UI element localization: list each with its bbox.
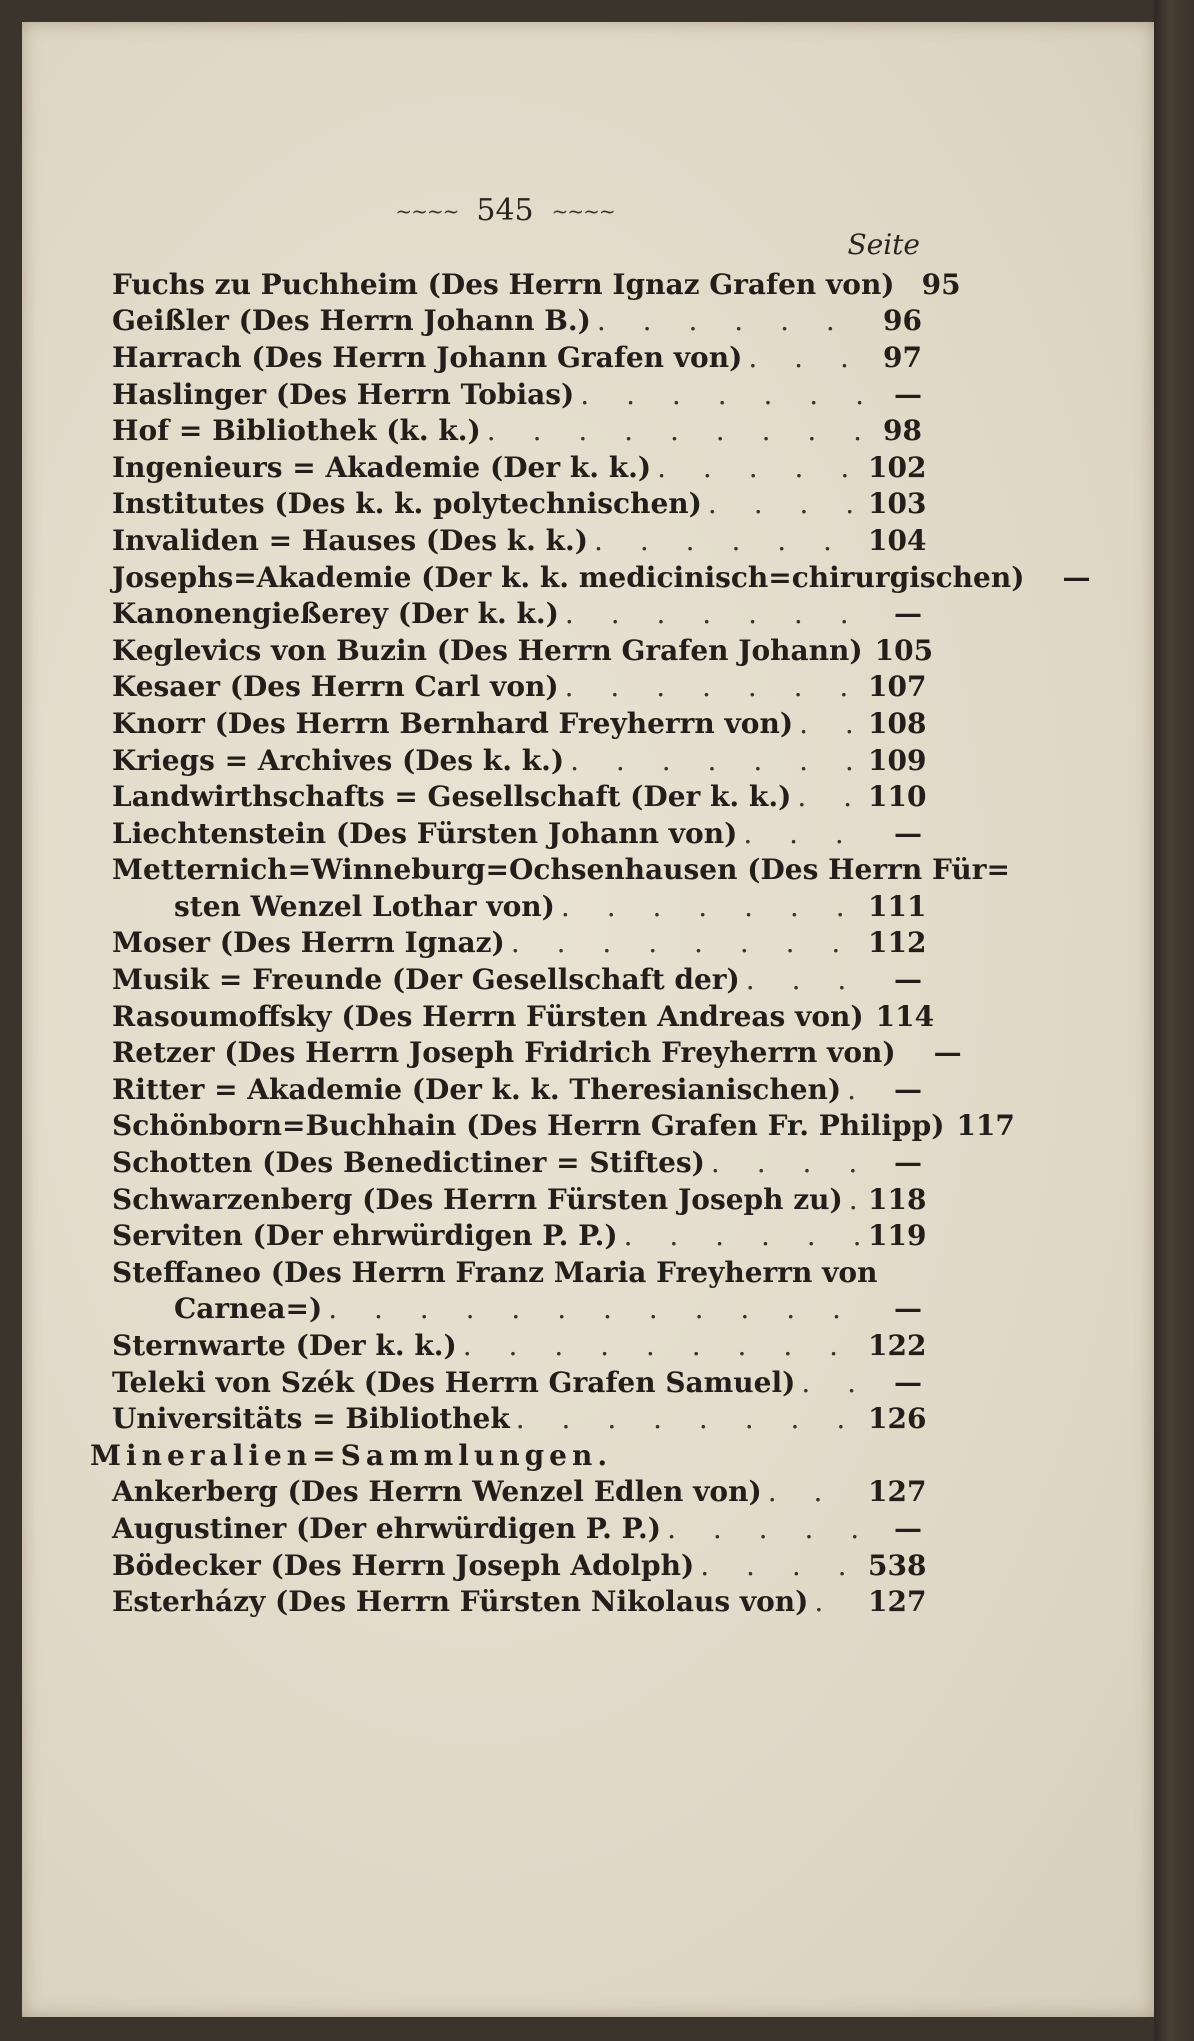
entry-name: Institutes (Des k. k. polytechnischen) [112,487,702,521]
section-heading-text: Mineralien=Sammlungen. [90,1438,613,1472]
entry-page: 127 [868,1475,927,1509]
entry-page: — [894,1072,922,1106]
entry-name: Hof = Bibliothek (k. k.) [112,414,481,448]
entry-page: — [894,1365,922,1399]
index-entry [112,1583,927,1620]
leader-dots [748,341,862,374]
leader-dots [849,1183,862,1216]
index-entry [112,669,927,706]
entry-name: Carnea=) [174,1292,323,1326]
entry-page: 114 [875,999,935,1033]
entry-name: Liechtenstein (Des Fürsten Johann von) [112,816,738,850]
leader-dots [746,963,862,996]
entry-page: 118 [868,1182,927,1216]
entry-page: 103 [868,487,927,521]
entry-name: Harrach (Des Herrn Johann Grafen von) [112,340,743,374]
entry-name: Haslinger (Des Herrn Tobias) [112,377,575,411]
index-entry [112,1400,927,1437]
leader-dots [487,414,862,447]
entry-name: Rasoumoffsky (Des Herrn Fürsten Andreas von) [112,999,864,1033]
entry-page: 97 [883,340,922,374]
index-entry [112,925,927,962]
leader-dots [580,378,862,411]
page-header [375,193,635,228]
entry-page: 122 [868,1329,927,1363]
entry-name: Ingenieurs = Akademie (Der k. k.) [112,450,652,484]
entry-page: 109 [868,743,927,777]
entry-name: Sternwarte (Der k. k.) [112,1329,457,1363]
entry-page: — [933,1036,962,1070]
entry-name: Musik = Freunde (Der Gesellschaft der) [112,963,740,997]
index-entry [112,522,927,559]
entry-page: 104 [868,523,927,557]
index-entry [112,1144,922,1181]
leader-dots [624,1219,862,1252]
entry-name: Metternich=Winneburg=Ochsenhausen (Des Herrn Für= [112,853,1010,887]
entry-page: 112 [868,926,927,960]
leader-dots [328,1292,862,1325]
entry-page: 95 [921,267,961,301]
index-entry [112,742,927,779]
entry-page: 98 [883,414,922,448]
index-entry [112,339,922,376]
entry-page: 111 [868,889,927,923]
entry-page: — [894,963,922,997]
entry-page: 119 [868,1219,927,1253]
ornament-left: ~~~~ [395,198,459,223]
ornament-right: ~~~~ [551,198,615,223]
leader-dots [511,926,862,959]
leader-dots [570,744,862,777]
leader-dots [743,817,862,850]
entry-page: — [894,377,922,411]
index-entry [112,1181,927,1218]
book-page-edge [1154,0,1194,2041]
index-entry [112,1474,927,1511]
entry-page: 110 [868,780,927,814]
index-entry [112,1217,927,1254]
entry-name: Moser (Des Herrn Ignaz) [112,926,505,960]
entry-name: Ankerberg (Des Herrn Wenzel Edlen von) [112,1475,762,1509]
leader-dots [667,1512,862,1545]
entry-page: — [894,816,922,850]
index-entry [112,705,927,742]
leader-dots [561,890,862,923]
entry-name: Steffaneo (Des Herrn Franz Maria Freyherrn von [112,1255,878,1289]
index-entry [112,1327,927,1364]
entry-name: sten Wenzel Lothar von) [174,889,555,923]
index-entry [112,412,922,449]
entry-name: Schwarzenberg (Des Herrn Fürsten Joseph zu) [112,1182,843,1216]
entry-page: 126 [868,1402,927,1436]
index-entry-continuation [112,888,927,925]
entry-page: 117 [956,1109,1015,1143]
leader-dots [700,1549,862,1582]
entry-name: Ritter = Akademie (Der k. k. Theresianischen) [112,1072,842,1106]
entry-page: 127 [868,1585,927,1619]
entry-name: Serviten (Der ehrwürdigen P. P.) [112,1219,618,1253]
entry-page: — [894,1511,922,1545]
leader-dots [594,524,862,557]
index-entry [112,998,935,1035]
index-entry [112,266,961,303]
leader-dots [516,1402,862,1435]
index-entry [112,852,1010,889]
index-entry [112,1364,922,1401]
entry-name: Josephs=Akademie (Der k. k. medicinisch=chirurgischen) [112,560,1025,594]
entry-name: Kriegs = Archives (Des k. k.) [112,743,565,777]
entry-page: — [894,1292,922,1326]
entry-name: Kesaer (Des Herrn Carl von) [112,670,559,704]
index-entry [112,632,934,669]
entry-name: Teleki von Szék (Des Herrn Grafen Samuel) [112,1365,796,1399]
entry-name: Invaliden = Hauses (Des k. k.) [112,523,589,557]
entry-page: 107 [868,670,927,704]
index-entry [112,559,1091,596]
index-entry [112,1071,922,1108]
entry-name: Kanonengießerey (Der k. k.) [112,597,559,631]
entry-name: Keglevics von Buzin (Des Herrn Grafen Johann) [112,633,863,667]
leader-dots [797,780,862,813]
leader-dots [565,670,862,703]
entry-name: Fuchs zu Puchheim (Des Herrn Ignaz Grafen von) [112,267,895,301]
index-entry [112,778,927,815]
page-number: 545 [476,193,534,228]
index-entry [112,1034,962,1071]
entry-name: Augustiner (Der ehrwürdigen P. P.) [112,1511,662,1545]
index-entry [112,449,927,486]
entry-name: Knorr (Des Herrn Bernhard Freyherrn von) [112,706,794,740]
entry-page: 105 [874,633,934,667]
leader-dots [463,1329,862,1362]
index-entry [112,961,922,998]
entry-name: Retzer (Des Herrn Joseph Fridrich Freyherrn von) [112,1036,896,1070]
leader-dots [847,1073,862,1106]
entry-name: Geißler (Des Herrn Johann B.) [112,304,591,338]
index-entry [112,303,922,340]
leader-dots [768,1475,862,1508]
entry-page: — [894,597,922,631]
leader-dots [799,707,862,740]
index-entry [112,1108,1015,1145]
index-entry [112,815,922,852]
index-entry-continuation [112,1291,922,1328]
column-label: Seite [847,228,920,261]
index-entry [112,1547,927,1584]
entry-name: Universitäts = Bibliothek [112,1402,510,1436]
entry-name: Esterházy (Des Herrn Fürsten Nikolaus von) [112,1585,809,1619]
index-entry [112,1254,922,1291]
leader-dots [814,1585,862,1618]
entry-page: 108 [868,706,927,740]
entry-name: Landwirthschafts = Gesellschaft (Der k. k.) [112,780,792,814]
index-list [90,266,1091,1620]
leader-dots [711,1146,862,1179]
leader-dots [565,597,862,630]
entry-page: — [894,1146,922,1180]
entry-page: 102 [868,450,927,484]
entry-page: 538 [868,1548,927,1582]
index-entry [112,1510,922,1547]
index-entry [112,595,922,632]
entry-name: Schotten (Des Benedictiner = Stiftes) [112,1146,705,1180]
leader-dots [801,1366,862,1399]
index-entry [112,486,927,523]
leader-dots [597,304,862,337]
entry-page: — [1062,560,1091,594]
leader-dots [708,487,862,520]
entry-name: Bödecker (Des Herrn Joseph Adolph) [112,1548,695,1582]
section-heading [90,1437,922,1474]
entry-page: 96 [883,304,922,338]
entry-name: Schönborn=Buchhain (Des Herrn Grafen Fr. Philipp) [112,1109,945,1143]
leader-dots [657,451,862,484]
index-entry [112,376,922,413]
